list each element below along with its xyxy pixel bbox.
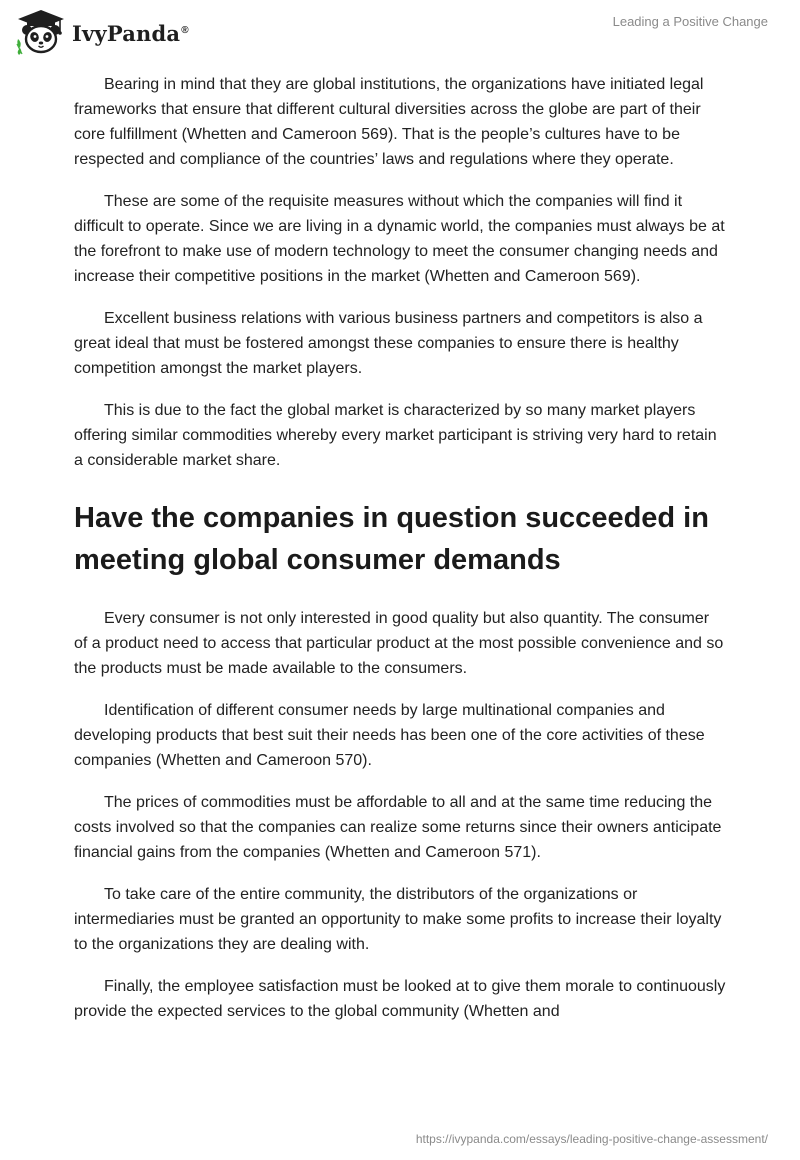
ivypanda-logo[interactable] (14, 8, 189, 56)
paragraph: These are some of the requisite measures without which the companies will find it difficult to operate. Since we are living in a dynamic world, the companies must always be at the forefront to make use of modern technology to meet the consumer changing needs and increase their competitive positions in the market (Whetten and Cameroon 569). (74, 193, 725, 285)
document-title: Leading a Positive Change (612, 14, 768, 29)
paragraph: To take care of the entire community, the distributors of the organizations or intermediaries must be granted an opportunity to make some profits to increase their loyalty to the organizations they are dealing with. (74, 886, 722, 953)
section-heading: Have the companies in question succeeded in meeting global consumer demands (74, 502, 709, 576)
paragraph: This is due to the fact the global market is characterized by so many market players offering similar commodities whereby every market participant is striving very hard to retain a considerable market share. (74, 402, 717, 469)
paragraph: Excellent business relations with various business partners and competitors is also a great ideal that must be fostered amongst these companies to ensure there is healthy competition amongst the market players. (74, 310, 703, 377)
source-url[interactable]: https://ivypanda.com/essays/leading-positive-change-assessment/ (415, 1132, 768, 1146)
paragraph: Every consumer is not only interested in good quality but also quantity. The consumer of a product need to access that particular product at the most possible convenience and so the products must be made available to the consumers. (74, 610, 724, 677)
brand-name: IvyPanda® (72, 20, 189, 46)
panda-graduate-icon (14, 8, 68, 56)
paragraph: Bearing in mind that they are global institutions, the organizations have initiated legal frameworks that ensure that different cultural diversities across the globe are part of their core fulfillment (Whetten and Cameroon 569). That is the people’s cultures have to be respected and compliance of the countries’ laws and regulations where they operate. (74, 76, 704, 168)
paragraph: Finally, the employee satisfaction must be looked at to give them morale to continuously provide the expected services to the global community (Whetten and (74, 978, 726, 1020)
paragraph: Identification of different consumer needs by large multinational companies and developing products that best suit their needs has been one of the core activities of these companies (Whetten and Cameroon 570). (74, 702, 705, 769)
paragraph: The prices of commodities must be affordable to all and at the same time reducing the costs involved so that the companies can realize some returns since their owners anticipate financial gains from the companies (Whetten and Cameroon 571). (74, 794, 722, 861)
page-header (0, 0, 800, 64)
registered-mark: ® (181, 24, 189, 36)
essay-content (74, 72, 726, 1041)
